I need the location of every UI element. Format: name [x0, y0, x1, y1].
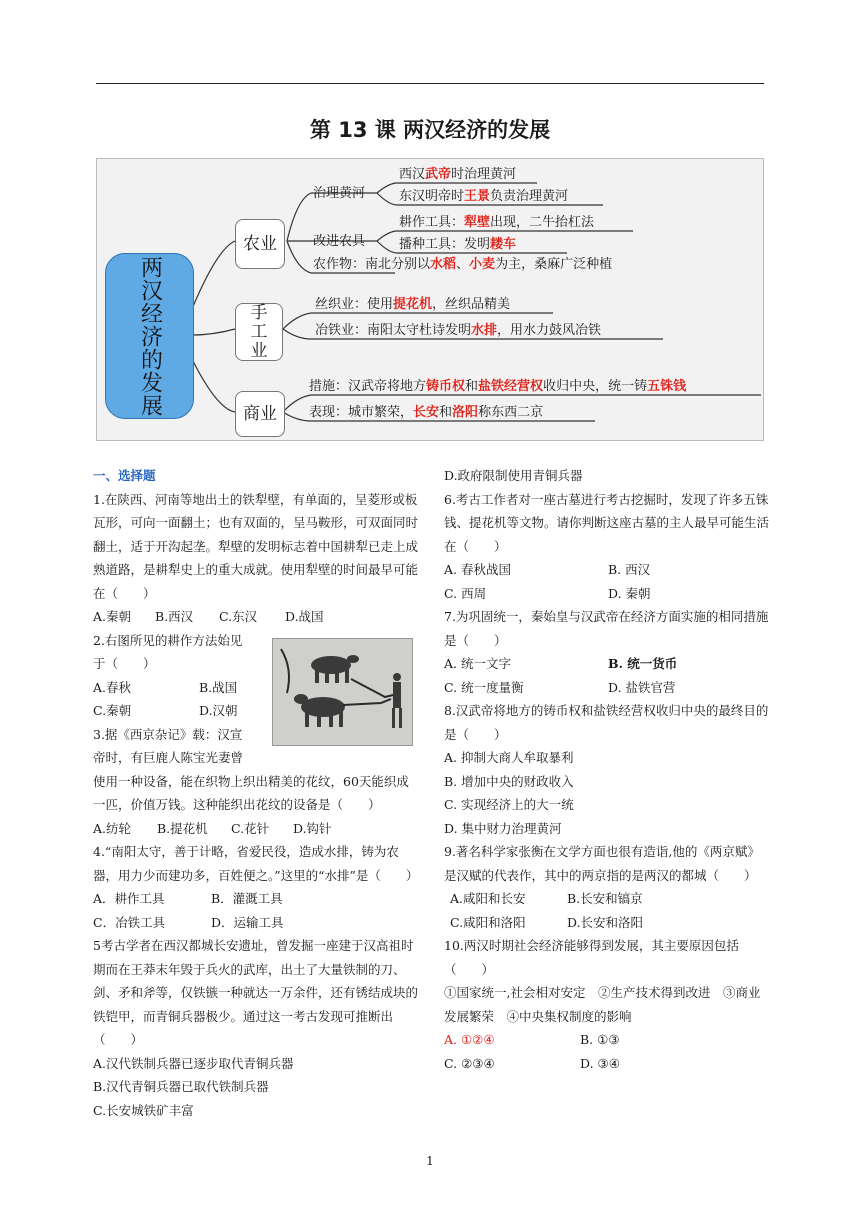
question-3-options: A.纺轮 B.提花机 C.花针 D.钩针: [93, 820, 332, 836]
leaf-wudi: 西汉武帝时治理黄河: [399, 167, 517, 182]
question-4-options-cd: C．冶铁工具 D．运输工具: [93, 914, 284, 930]
leaf-silk: 丝织业：使用提花机，丝织品精美: [315, 297, 511, 312]
question-5: 5考古学者在西汉都城长安遗址，曾发掘一座建于汉高祖时期而在王莽末年毁于兵火的武库，出土了大量铁制的刀、剑、矛和斧等，仅铁镞一种就达一万余件，还有锈结成块的铁铠甲，而青铜兵器极少。通过这一考古发现可推断出（ ）: [93, 938, 419, 1047]
question-8-option-d: D. 集中财力治理黄河: [444, 820, 562, 836]
question-10-items: ①国家统一,社会相对安定 ②生产技术得到改进 ③商业发展繁荣 ④中央集权制度的影响: [444, 985, 761, 1024]
question-10-options-ab: A. ①②④ B. ①③: [444, 1032, 620, 1047]
question-6-options-ab: A. 春秋战国 B. 西汉: [444, 562, 651, 577]
leaf-wangjing: 东汉明帝时王景负责治理黄河: [399, 189, 569, 204]
question-5-option-d: D.政府限制使用青铜兵器: [444, 468, 583, 483]
question-2-line-2: 于（ ）: [93, 656, 156, 671]
mind-map-root: 两汉经济的发展: [105, 253, 194, 419]
question-9: 9.著名科学家张衡在文学方面也很有造诣,他的《两京赋》是汉赋的代表作，其中的两京指的是两汉的都城（ ）: [444, 844, 760, 883]
ox-plough-image: [272, 638, 413, 746]
question-8-option-c: C. 实现经济上的大一统: [444, 797, 574, 812]
leaf-cities: 表现：城市繁荣，长安和洛阳称东西二京: [309, 405, 544, 420]
question-2-line-1: 2.右图所见的耕作方法始见: [93, 632, 243, 648]
leaf-plough: 耕作工具：犁壁出现，二牛抬杠法: [399, 215, 595, 230]
leaf-iron: 冶铁业：南阳太守杜诗发明水排，用水力鼓风冶铁: [315, 323, 602, 338]
leaf-crops: 农作物：南北分别以水稻、小麦为主，桑麻广泛种植: [313, 257, 613, 272]
question-10: 10.两汉时期社会经济能够得到发展，其主要原因包括（ ）: [444, 938, 739, 977]
question-10-options-cd: C. ②③④ D. ③④: [444, 1055, 620, 1071]
question-8-option-b: B. 增加中央的财政收入: [444, 773, 574, 789]
header-rule: [96, 83, 764, 84]
left-column: [93, 464, 418, 1122]
category-handicraft: 手工业: [235, 303, 283, 361]
question-5-option-b: B.汉代青铜兵器已取代铁制兵器: [93, 1079, 269, 1094]
question-7-options-ab: A. 统一文字 B. 统一货币: [444, 656, 678, 671]
branch-tools: 改进农具: [313, 234, 366, 249]
section-heading: 一、选择题: [93, 468, 156, 483]
question-7: 7.为巩固统一，秦始皇与汉武帝在经济方面实施的相同措施是（ ）: [444, 609, 769, 648]
question-5-option-c: C.长安城铁矿丰富: [93, 1102, 194, 1118]
right-column: [444, 464, 769, 1075]
category-agriculture: 农业: [235, 219, 285, 269]
question-8-option-a: A. 抑制大商人牟取暴利: [444, 750, 574, 765]
question-3-text: 使用一种设备，能在织物上织出精美的花纹，60天能织成一匹，价值万钱。这种能织出花纹的设备是（ ）: [93, 773, 409, 812]
page-title: 第 13 课 两汉经济的发展: [309, 118, 551, 142]
category-commerce: 商业: [235, 391, 285, 437]
question-5-option-a: A.汉代铁制兵器已逐步取代青铜兵器: [93, 1055, 294, 1071]
question-9-options-ab: A.咸阳和长安 B.长安和镐京: [450, 891, 643, 906]
page-number: 1: [426, 1154, 434, 1168]
question-3-line-2: 帝时，有巨鹿人陈宝光妻曾: [93, 750, 244, 765]
question-6-options-cd: C. 西周 D. 秦朝: [444, 585, 651, 601]
mind-map: [96, 158, 764, 441]
question-7-options-cd: C. 统一度量衡 D. 盐铁官营: [444, 679, 676, 695]
question-4-options-ab: A．耕作工具 B．灌溉工具: [93, 891, 283, 906]
question-1: 1.在陕西、河南等地出土的铁犁壁，有单面的，呈菱形或板瓦形，可向一面翻土；也有双面的，呈马鞍形，可双面同时翻土，适于开沟起垄。犁壁的发明标志着中国耕犁已走上成熟道路，是耕犁史上的重大成就。使用犁壁的时间最早可能在（ ）: [93, 491, 419, 601]
question-4: 4.“南阳太守，善于计略，省爱民役，造成水排，铸为农器，用力少而建功多，百姓便之。”这里的“水排”是（ ）: [93, 844, 419, 883]
question-9-options-cd: C.咸阳和洛阳 D.长安和洛阳: [450, 914, 644, 930]
leaf-measures: 措施：汉武帝将地方铸币权和盐铁经营权收归中央，统一铸五铢钱: [309, 379, 687, 394]
branch-yellow-river: 治理黄河: [313, 186, 366, 201]
question-3-line-1: 3.据《西京杂记》载：汉宣: [93, 726, 243, 742]
leaf-seeder: 播种工具：发明耧车: [399, 237, 517, 252]
question-2-options-cd: C.秦朝 D.汉朝: [93, 703, 238, 718]
question-1-options: A.秦朝 B.西汉 C.东汉 D.战国: [93, 609, 324, 624]
question-6: 6.考古工作者对一座古墓进行考古挖掘时，发现了许多五铢钱、提花机等文物。请你判断这座古墓的主人最早可能生活在（ ）: [444, 491, 770, 554]
question-2-options-ab: A.春秋 B.战国: [93, 679, 238, 695]
question-8: 8.汉武帝将地方的铸币权和盐铁经营权收归中央的最终目的是（ ）: [444, 703, 769, 742]
